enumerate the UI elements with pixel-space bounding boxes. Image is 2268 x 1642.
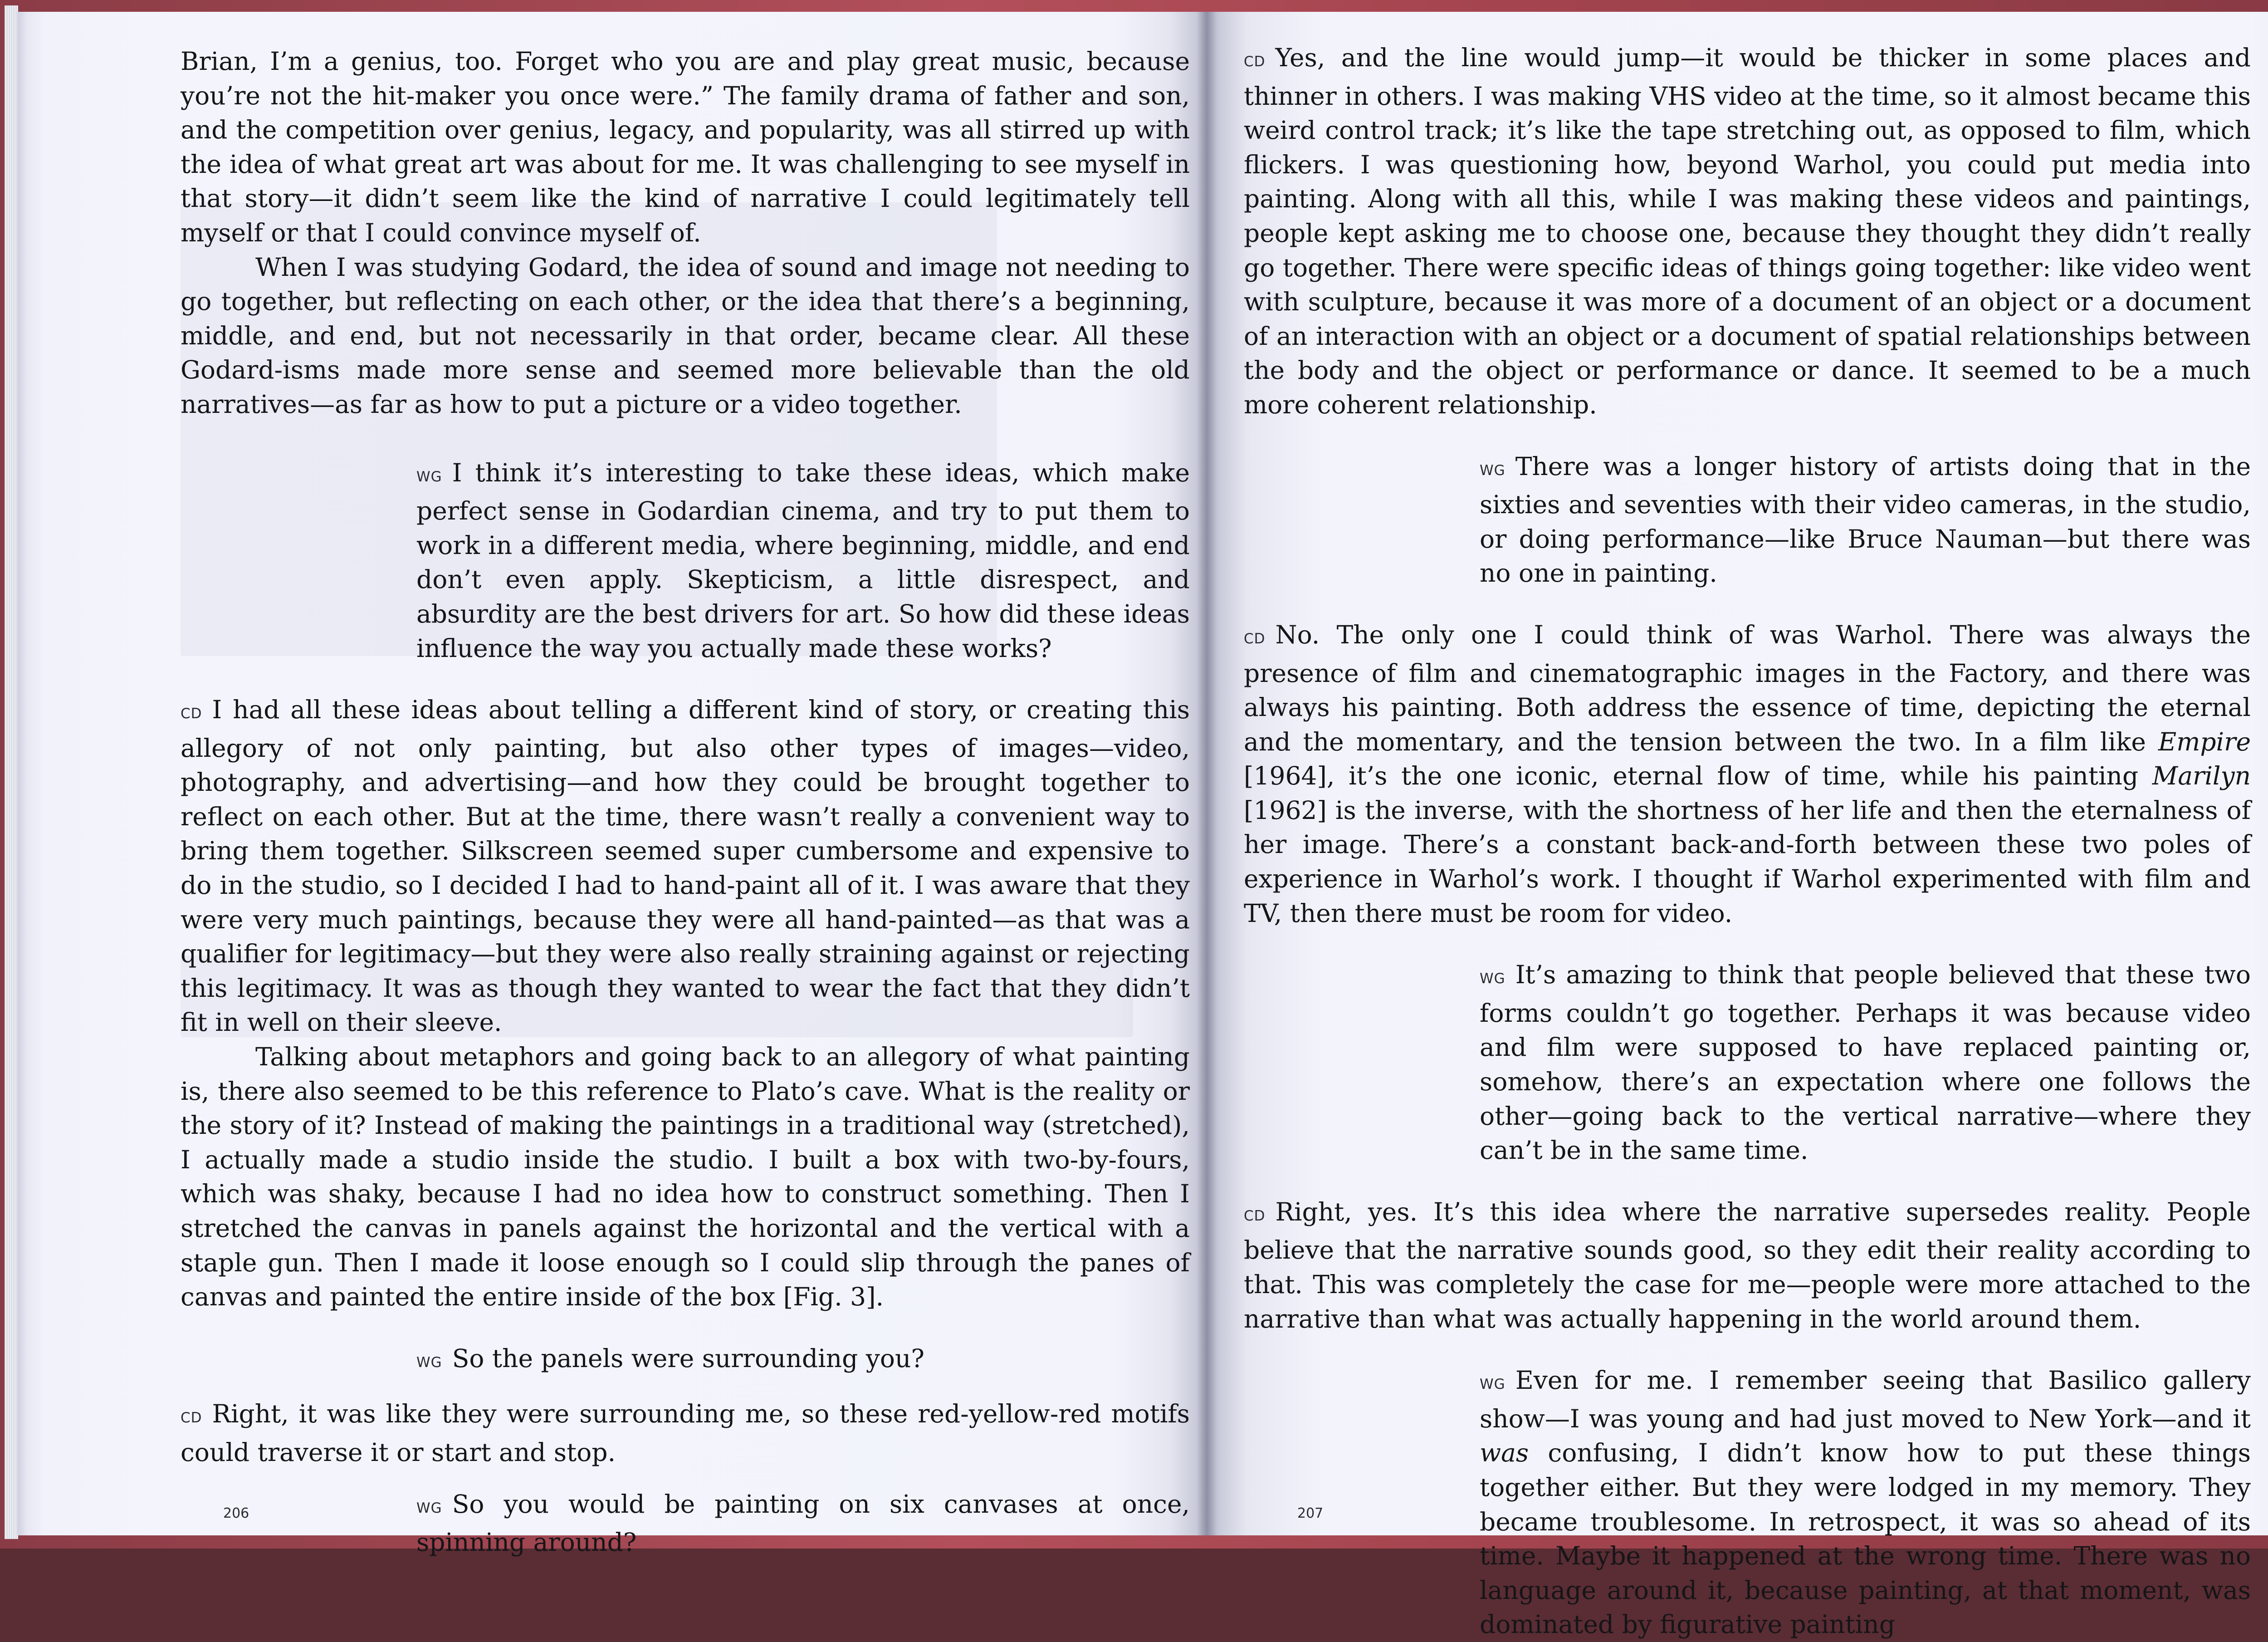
speaker-initials: WG <box>416 468 442 485</box>
question-text: So you would be painting on six canvases at once, spinning around? <box>416 1489 1190 1557</box>
left-page-text <box>181 44 1190 1560</box>
interview-question <box>181 1487 1190 1560</box>
interview-question <box>181 456 1190 666</box>
speaker-initials: CD <box>1244 630 1266 647</box>
speaker-initials: WG <box>1480 970 1505 987</box>
interview-answer <box>181 1397 1190 1470</box>
answer-text: Right, it was like they were surrounding me, so these red-yellow-red motifs could traverse it or start and stop. <box>181 1399 1190 1467</box>
interview-question <box>1244 1363 2251 1642</box>
right-page-text <box>1244 41 2251 1642</box>
artwork-title: Empire <box>2158 727 2251 756</box>
interview-question <box>181 1342 1190 1380</box>
question-text: Even for me. I remember seeing that Basilico gallery show—I was young and had just moved to New York—and it <box>1480 1366 2251 1433</box>
body-paragraph: Talking about metaphors and going back to an allegory of what painting is, there also seemed to be this reference to Plato’s cave. What is the reality or the story of it? Instead of making the paintings in a traditional way (stretched), I actually made a studio inside the studio. I built a box with two-by-fours, which was shaky, because I had no idea how to construct something. Then I stretched the canvas in panels against the horizontal and the vertical with a staple gun. Then I made it loose enough so I could slip through the panes of canvas and painted the entire inside of the box [Fig. 3]. <box>181 1042 1190 1312</box>
interview-answer <box>1244 1195 2251 1336</box>
body-paragraph: Brian, I’m a genius, too. Forget who you are and play great music, because you’re not the hit-maker you once were.” The family drama of father and son, and the competition over genius, legacy, and popularity, was all stirred up with the idea of what great art was about for me. It was challenging to see myself in that story—it didn’t seem like the kind of narrative I could legitimately tell myself or that I could convince myself of. <box>181 47 1190 247</box>
interview-question <box>1244 450 2251 591</box>
answer-text: Yes, and the line would jump—it would be thicker in some places and thinner in others. I was making VHS video at the time, so it almost became this weird control track; it’s like the tape stretching out, as opposed to film, which flickers. I was questioning how, beyond Warhol, you could put media into painting. Along with all this, while I was making these videos and paintings, people kept asking me to choose one, because they thought they didn’t really go together. There were specific ideas of things going together: like video went with sculpture, because it was more of a document of an object or a document of an interaction with an object or a document of spatial relationships between the body and the object or performance or dance. It seemed to be a much more coherent relationship. <box>1244 43 2251 419</box>
interview-question <box>1244 958 2251 1168</box>
question-text: I think it’s interesting to take these ideas, which make perfect sense in Godardian cinema, and try to put them to work in a different media, where beginning, middle, and end don’t even apply. Skepticism, a little disrespect, and absurdity are the best drivers for art. So how did these ideas influence the way you actually made these works? <box>416 458 1190 663</box>
answer-text: I had all these ideas about telling a different kind of story, or creating this allegory of not only painting, but also other types of images—video, photography, and advertising—and how they could be brought together to reflect on each other. But at the time, there wasn’t really a convenient way to bring them together. Silkscreen seemed super cumbersome and expensive to do in the studio, so I decided I had to hand-paint all of it. I was aware that they were very much paintings, because they were all hand-painted—as that was a qualifier for legitimacy—but they were also really straining against or rejecting this legitimacy. It was as though they wanted to wear the fact that they didn’t fit in well on their sleeve. <box>181 695 1190 1037</box>
answer-text: Right, yes. It’s this idea where the narrative supersedes reality. People believe that the narrative sounds good, so they edit their reality according to that. This was completely the case for me—people were more attached to the narrative than what was actually happening in the world around them. <box>1244 1197 2251 1333</box>
emphasis-text: was <box>1480 1438 1529 1468</box>
body-paragraph: When I was studying Godard, the idea of sound and image not needing to go together, but reflecting on each other, or the idea that there’s a beginning, middle, and end, but not necessarily in that order, became clear. All these Godard-isms made more sense and seemed more believable than the old narratives—as far as how to put a picture or a video together. <box>181 252 1190 419</box>
page-number: 206 <box>223 1505 249 1521</box>
interview-answer <box>181 693 1190 1040</box>
speaker-initials: WG <box>1480 1376 1505 1393</box>
question-text: It’s amazing to think that people believed that these two forms couldn’t go together. Perhaps it was because video and film were supposed to have replaced painting or, somehow, there’s an expectation where one follows the other—going back to the vertical narrative—where they can’t be in the same time. <box>1480 960 2251 1165</box>
answer-text: [1962] is the inverse, with the shortness of her life and then the eternalness of her image. There’s a constant back-and-forth between these two poles of experience in Warhol’s work. I thought if Warhol experimented with film and TV, then there must be room for video. <box>1244 795 2251 928</box>
question-text: So the panels were surrounding you? <box>452 1343 924 1373</box>
speaker-initials: CD <box>1244 54 1266 70</box>
artwork-title: Marilyn <box>2152 761 2251 791</box>
interview-answer <box>1244 41 2251 422</box>
question-text: There was a longer history of artists doing that in the sixties and seventies with their video cameras, in the studio, or doing performance—like Bruce Nauman—but there was no one in painting. <box>1480 451 2251 588</box>
speaker-initials: WG <box>416 1500 442 1516</box>
question-text: confusing, I didn’t know how to put these things together either. But they were lodged in my memory. They became troublesome. In retrospect, it was so ahead of its time. Maybe it happened at the wrong time. There was no language around it, because painting, at that moment, was dominated by figurative painting <box>1480 1438 2251 1639</box>
answer-text: [1964], it’s the one iconic, eternal flow of time, while his painting <box>1244 761 2152 791</box>
book-gutter <box>1197 12 1217 1535</box>
answer-text: No. The only one I could think of was Warhol. There was always the presence of film and cinematographic images in the Factory, and there was always his painting. Both address the essence of time, depicting the eternal and the momentary, and the tension between the two. In a film like <box>1244 620 2251 756</box>
page-edge-left <box>5 5 18 1539</box>
page-number: 207 <box>1297 1505 1324 1521</box>
speaker-initials: CD <box>181 706 202 722</box>
speaker-initials: WG <box>416 1354 442 1371</box>
interview-answer <box>1244 618 2251 931</box>
speaker-initials: WG <box>1480 462 1505 479</box>
speaker-initials: CD <box>1244 1207 1266 1224</box>
speaker-initials: CD <box>181 1410 202 1426</box>
